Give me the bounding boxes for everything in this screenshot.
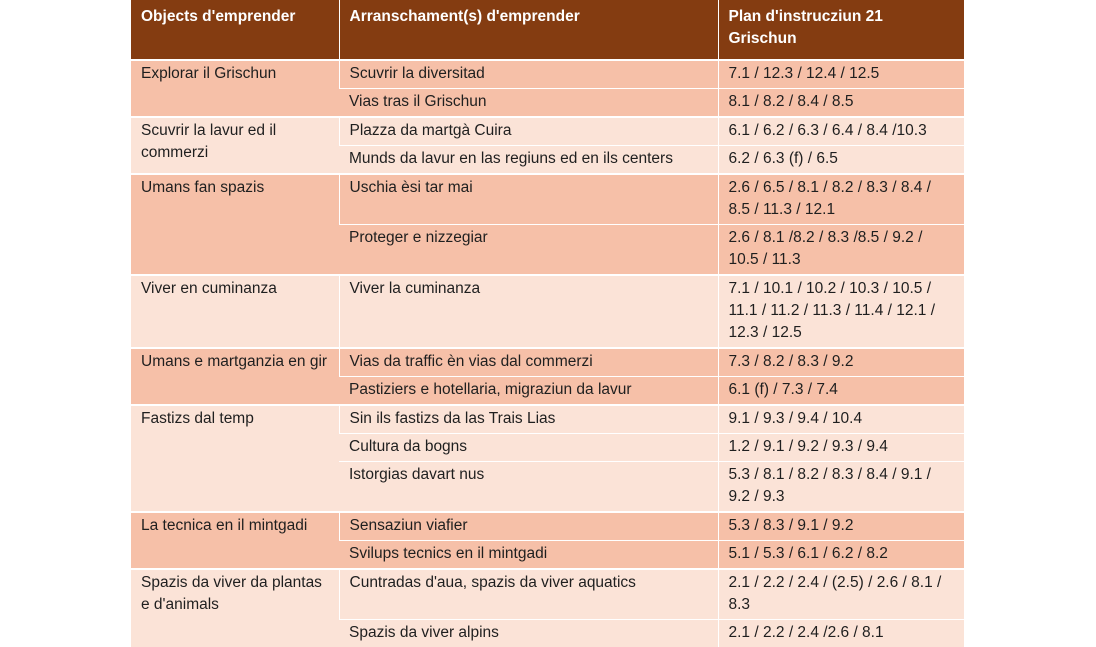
header-plan: Plan d'instrucziun 21 Grischun bbox=[718, 0, 964, 60]
arrangement-cell: Sensaziun viafier bbox=[339, 512, 718, 541]
plan-cell: 5.3 / 8.3 / 9.1 / 9.2 bbox=[718, 512, 964, 541]
arrangement-cell: Viver la cuminanza bbox=[339, 275, 718, 348]
arrangement-cell: Uschia èsi tar mai bbox=[339, 174, 718, 225]
object-cell: Umans e martganzia en gir bbox=[131, 348, 339, 405]
plan-cell: 2.6 / 8.1 /8.2 / 8.3 /8.5 / 9.2 / 10.5 / 11.3 bbox=[718, 225, 964, 276]
plan-cell: 9.1 / 9.3 / 9.4 / 10.4 bbox=[718, 405, 964, 434]
object-cell: Viver en cuminanza bbox=[131, 275, 339, 348]
table-row bbox=[131, 174, 964, 225]
arrangement-cell: Proteger e nizzegiar bbox=[339, 225, 718, 276]
object-cell: Spazis da viver da plantas e d'animals bbox=[131, 569, 339, 647]
object-cell: La tecnica en il mintgadi bbox=[131, 512, 339, 569]
table-row bbox=[131, 348, 964, 377]
object-cell: Scuvrir la lavur ed il commerzi bbox=[131, 117, 339, 174]
header-arrangements: Arranschament(s) d'emprender bbox=[339, 0, 718, 60]
plan-cell: 6.2 / 6.3 (f) / 6.5 bbox=[718, 146, 964, 175]
object-cell: Umans fan spazis bbox=[131, 174, 339, 275]
plan-cell: 2.1 / 2.2 / 2.4 / (2.5) / 2.6 / 8.1 / 8.3 bbox=[718, 569, 964, 620]
object-cell: Explorar il Grischun bbox=[131, 60, 339, 117]
table-row bbox=[131, 512, 964, 541]
plan-cell: 8.1 / 8.2 / 8.4 / 8.5 bbox=[718, 89, 964, 118]
table-body bbox=[131, 60, 964, 647]
arrangement-cell: Plazza da martgà Cuira bbox=[339, 117, 718, 146]
arrangement-cell: Cuntradas d'aua, spazis da viver aquatics bbox=[339, 569, 718, 620]
plan-cell: 7.1 / 12.3 / 12.4 / 12.5 bbox=[718, 60, 964, 89]
table-row bbox=[131, 275, 964, 348]
arrangement-cell: Istorgias davart nus bbox=[339, 462, 718, 513]
plan-cell: 6.1 (f) / 7.3 / 7.4 bbox=[718, 377, 964, 406]
arrangement-cell: Sin ils fastizs da las Trais Lias bbox=[339, 405, 718, 434]
plan-cell: 5.1 / 5.3 / 6.1 / 6.2 / 8.2 bbox=[718, 541, 964, 570]
plan-cell: 2.6 / 6.5 / 8.1 / 8.2 / 8.3 / 8.4 / 8.5 / 11.3 / 12.1 bbox=[718, 174, 964, 225]
arrangement-cell: Scuvrir la diversitad bbox=[339, 60, 718, 89]
header-objects: Objects d'emprender bbox=[131, 0, 339, 60]
plan-cell: 2.1 / 2.2 / 2.4 /2.6 / 8.1 bbox=[718, 620, 964, 647]
arrangement-cell: Svilups tecnics en il mintgadi bbox=[339, 541, 718, 570]
arrangement-cell: Vias da traffic èn vias dal commerzi bbox=[339, 348, 718, 377]
arrangement-cell: Spazis da viver alpins bbox=[339, 620, 718, 647]
plan-cell: 6.1 / 6.2 / 6.3 / 6.4 / 8.4 /10.3 bbox=[718, 117, 964, 146]
arrangement-cell: Munds da lavur en las regiuns ed en ils centers bbox=[339, 146, 718, 175]
object-cell: Fastizs dal temp bbox=[131, 405, 339, 512]
arrangement-cell: Cultura da bogns bbox=[339, 434, 718, 462]
table-row bbox=[131, 405, 964, 434]
plan-cell: 7.3 / 8.2 / 8.3 / 9.2 bbox=[718, 348, 964, 377]
plan-cell: 7.1 / 10.1 / 10.2 / 10.3 / 10.5 / 11.1 / 11.2 / 11.3 / 11.4 / 12.1 / 12.3 / 12.5 bbox=[718, 275, 964, 348]
header-row bbox=[131, 0, 964, 60]
arrangement-cell: Pastiziers e hotellaria, migraziun da lavur bbox=[339, 377, 718, 406]
plan-cell: 1.2 / 9.1 / 9.2 / 9.3 / 9.4 bbox=[718, 434, 964, 462]
table-row bbox=[131, 60, 964, 89]
table-row bbox=[131, 569, 964, 620]
plan-cell: 5.3 / 8.1 / 8.2 / 8.3 / 8.4 / 9.1 / 9.2 / 9.3 bbox=[718, 462, 964, 513]
arrangement-cell: Vias tras il Grischun bbox=[339, 89, 718, 118]
table-row bbox=[131, 117, 964, 146]
curriculum-table bbox=[131, 0, 964, 647]
